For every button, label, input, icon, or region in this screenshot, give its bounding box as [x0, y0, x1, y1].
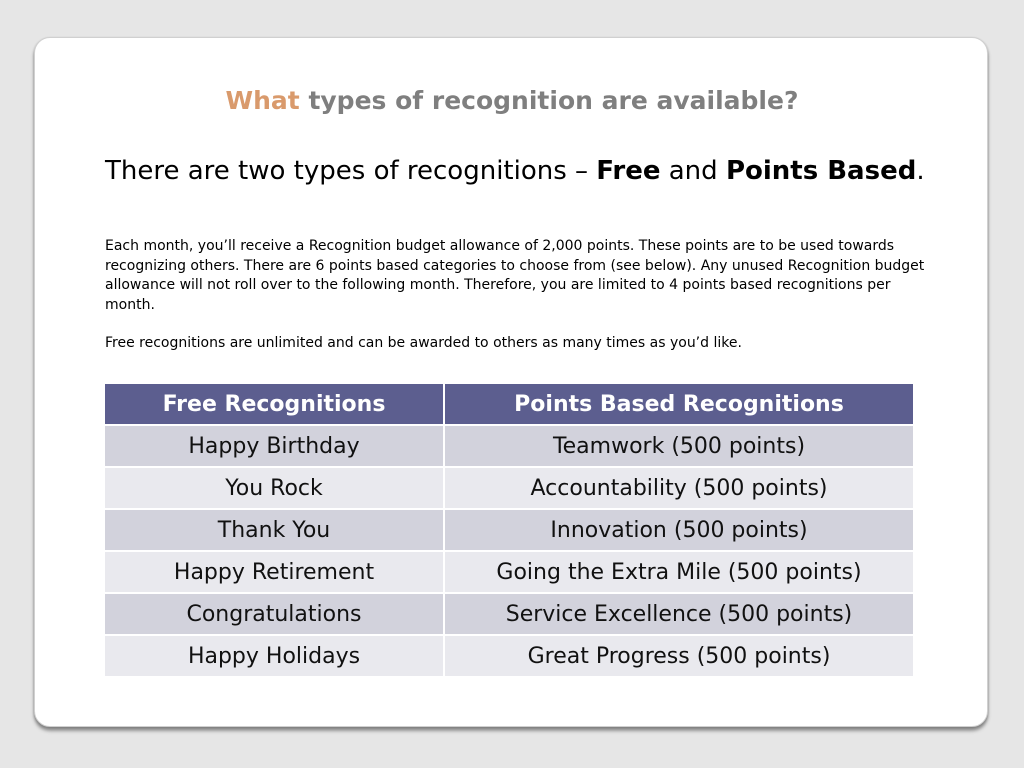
- points-recognition-cell: Teamwork (500 points): [444, 425, 914, 467]
- heading-bold-free: Free: [596, 156, 661, 186]
- title-rest: types of recognition are available?: [299, 86, 799, 115]
- table-row: [104, 467, 914, 509]
- points-recognition-cell: Going the Extra Mile (500 points): [444, 551, 914, 593]
- title-accent-word: What: [225, 86, 300, 115]
- points-recognition-cell: Accountability (500 points): [444, 467, 914, 509]
- recognition-table: [103, 384, 915, 678]
- table-row: [104, 425, 914, 467]
- points-recognition-cell: Great Progress (500 points): [444, 635, 914, 677]
- heading-bold-points-based: Points Based: [725, 156, 917, 186]
- free-recognition-cell: You Rock: [104, 467, 444, 509]
- heading-part-2: and: [660, 156, 726, 186]
- free-recognition-cell: Happy Birthday: [104, 425, 444, 467]
- intro-heading: [105, 154, 925, 188]
- heading-part-1: There are two types of recognitions –: [105, 156, 597, 186]
- budget-paragraph: Each month, you’ll receive a Recognition budget allowance of 2,000 points. These points are to be used towards recognizing others. There are 6 points based categories to choose from (see below). Any unused Recognition budget allowance will not roll over to the following month. Therefore, you are limited to 4 points based recognitions per month.: [105, 238, 925, 313]
- free-paragraph: Free recognitions are unlimited and can be awarded to others as many times as you’d like.: [105, 335, 742, 351]
- slide-title: [35, 86, 989, 116]
- points-recognition-cell: Innovation (500 points): [444, 509, 914, 551]
- free-recognition-cell: Happy Retirement: [104, 551, 444, 593]
- table-row: [104, 635, 914, 677]
- table-row: [104, 551, 914, 593]
- body-text: [105, 237, 935, 354]
- free-recognition-cell: Congratulations: [104, 593, 444, 635]
- header-points-based-recognitions: Points Based Recognitions: [444, 384, 914, 425]
- table-row: [104, 509, 914, 551]
- free-recognition-cell: Happy Holidays: [104, 635, 444, 677]
- header-free-recognitions: Free Recognitions: [104, 384, 444, 425]
- table-row: [104, 593, 914, 635]
- heading-part-3: .: [916, 156, 925, 186]
- table-header-row: [104, 384, 914, 425]
- points-recognition-cell: Service Excellence (500 points): [444, 593, 914, 635]
- free-recognition-cell: Thank You: [104, 509, 444, 551]
- slide: [34, 37, 988, 727]
